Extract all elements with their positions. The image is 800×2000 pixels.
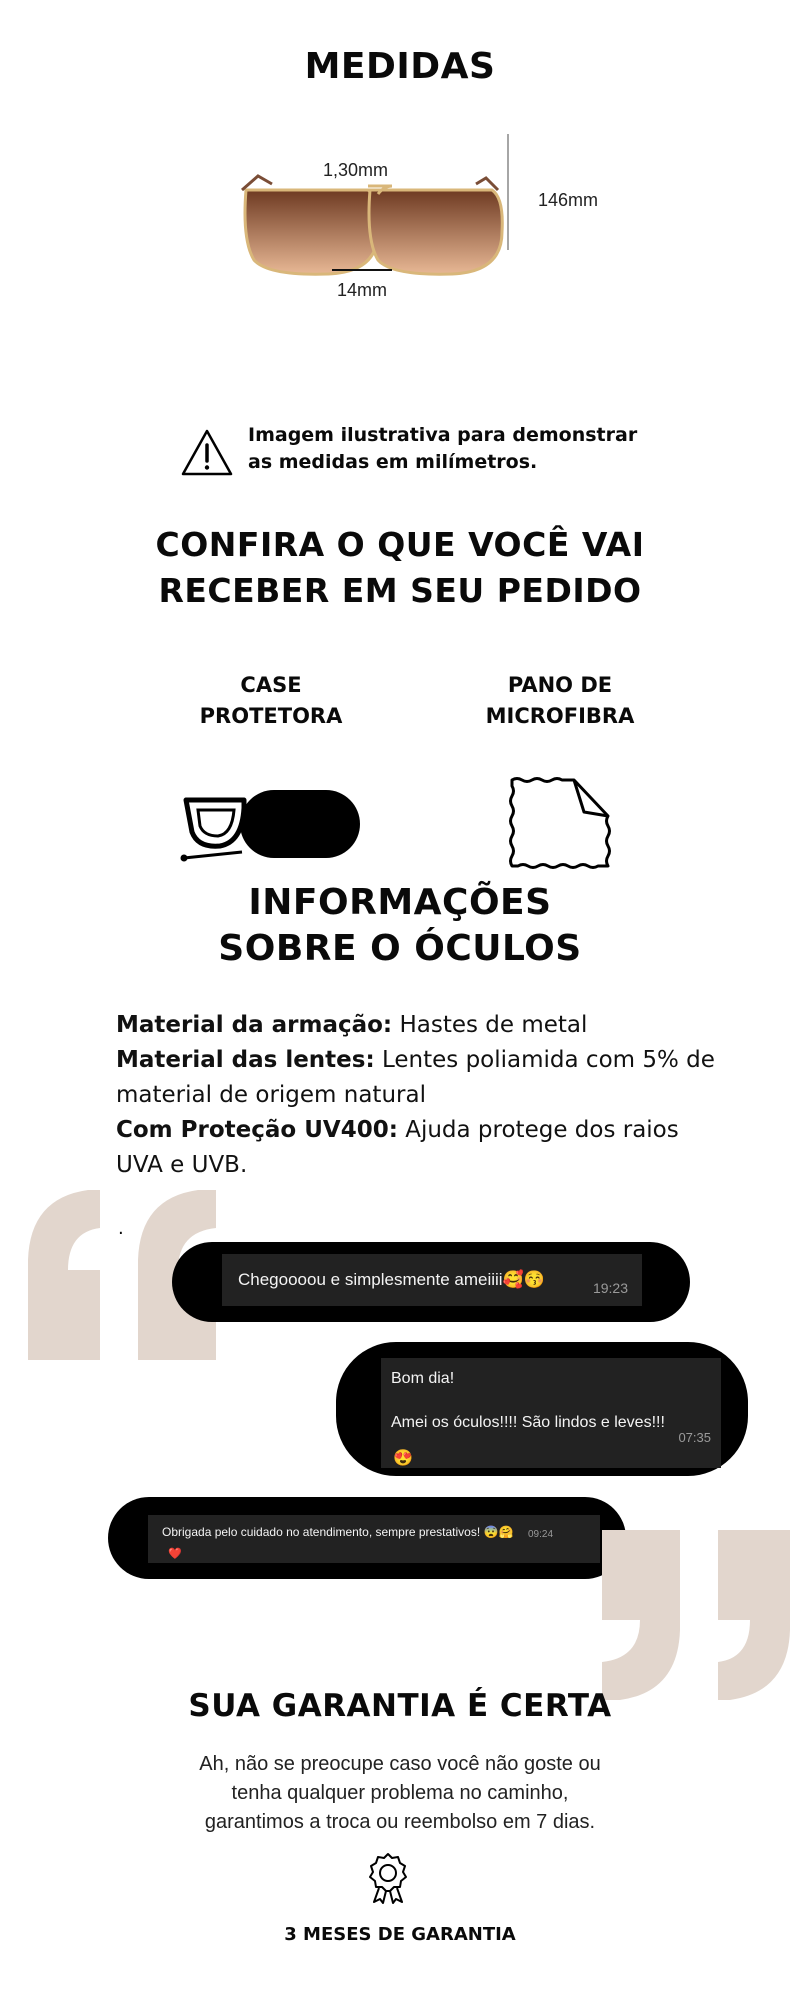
microfiber-cloth-icon — [508, 776, 614, 871]
chat-time: 07:35 — [678, 1430, 711, 1445]
warning-text — [248, 422, 668, 476]
bridge-measure: 14mm — [337, 280, 388, 300]
testimonial-bubble — [172, 1242, 690, 1322]
spec-value: Hastes de metal — [399, 1012, 588, 1038]
item-cloth-line-1: PANO DE — [507, 673, 613, 697]
info-title-line-1: INFORMAÇÕES — [248, 882, 552, 923]
height-measure: 146mm — [538, 190, 599, 210]
sunglasses-image — [228, 128, 628, 308]
warning-line-1: Imagem ilustrativa para demonstrar — [248, 424, 638, 446]
item-label-case — [141, 670, 401, 732]
guarantee-text — [0, 1750, 800, 1837]
item-cloth-line-2: MICROFIBRA — [485, 704, 635, 728]
warning-triangle-icon — [180, 428, 234, 478]
spec-label: Material da armação: — [116, 1012, 393, 1038]
item-case-line-2: PROTETORA — [199, 704, 343, 728]
chat-heart: ❤️ — [168, 1548, 182, 1560]
spec-label: Material das lentes: — [116, 1047, 375, 1073]
info-title-line-2: SOBRE O ÓCULOS — [218, 928, 582, 969]
spec-lenses — [116, 1043, 716, 1113]
package-title-line-2: RECEBER EM SEU PEDIDO — [158, 571, 642, 610]
chat-message-line-2: Amei os óculos!!!! São lindos e leves!!! — [391, 1414, 665, 1431]
package-title — [0, 522, 800, 614]
glasses-case-icon — [180, 786, 365, 866]
chat-screenshot — [148, 1515, 600, 1563]
testimonial-bubble — [108, 1497, 626, 1579]
stray-dot: . — [118, 1218, 124, 1239]
spec-value: Ajuda protege dos raios UVA e UVB. — [116, 1117, 679, 1178]
testimonial-bubble — [336, 1342, 748, 1476]
guarantee-line-1: Ah, não se preocupe caso você não goste ou — [199, 1753, 601, 1775]
close-quote-icon — [590, 1530, 790, 1700]
package-title-line-1: CONFIRA O QUE VOCÊ VAI — [155, 525, 645, 564]
guarantee-line-3: garantimos a troca ou reembolso em 7 dias. — [204, 1811, 596, 1833]
spec-list — [116, 1008, 716, 1183]
warning-line-2: as medidas em milímetros. — [248, 451, 538, 473]
chat-screenshot — [222, 1254, 642, 1306]
info-title — [0, 880, 800, 972]
guarantee-title: SUA GARANTIA É CERTA — [188, 1688, 612, 1724]
chat-emoji: 😍 — [393, 1450, 413, 1467]
chat-time: 19:23 — [592, 1280, 628, 1296]
chat-message: Chegoooou e simplesmente ameiiii🥰😚 — [238, 1270, 545, 1289]
chat-message: Obrigada pelo cuidado no atendimento, sempre prestativos! 😨🤗 — [162, 1525, 514, 1539]
item-case-line-1: CASE — [240, 673, 302, 697]
item-label-cloth — [430, 670, 690, 732]
medidas-title: MEDIDAS — [304, 46, 496, 87]
width-measure: 1,30mm — [323, 160, 389, 180]
chat-message-line-1: Bom dia! — [391, 1370, 455, 1387]
spec-label: Com Proteção UV400: — [116, 1117, 398, 1143]
spec-value: Lentes poliamida com 5% de material de origem natural — [116, 1047, 715, 1108]
guarantee-badge: 3 MESES DE GARANTIA — [284, 1924, 516, 1945]
spec-frame — [116, 1008, 716, 1043]
award-ribbon-icon — [367, 1852, 409, 1904]
guarantee-line-2: tenha qualquer problema no caminho, — [231, 1782, 569, 1804]
spec-uv — [116, 1113, 716, 1183]
chat-screenshot — [381, 1358, 721, 1468]
chat-time: 09:24 — [528, 1529, 554, 1540]
